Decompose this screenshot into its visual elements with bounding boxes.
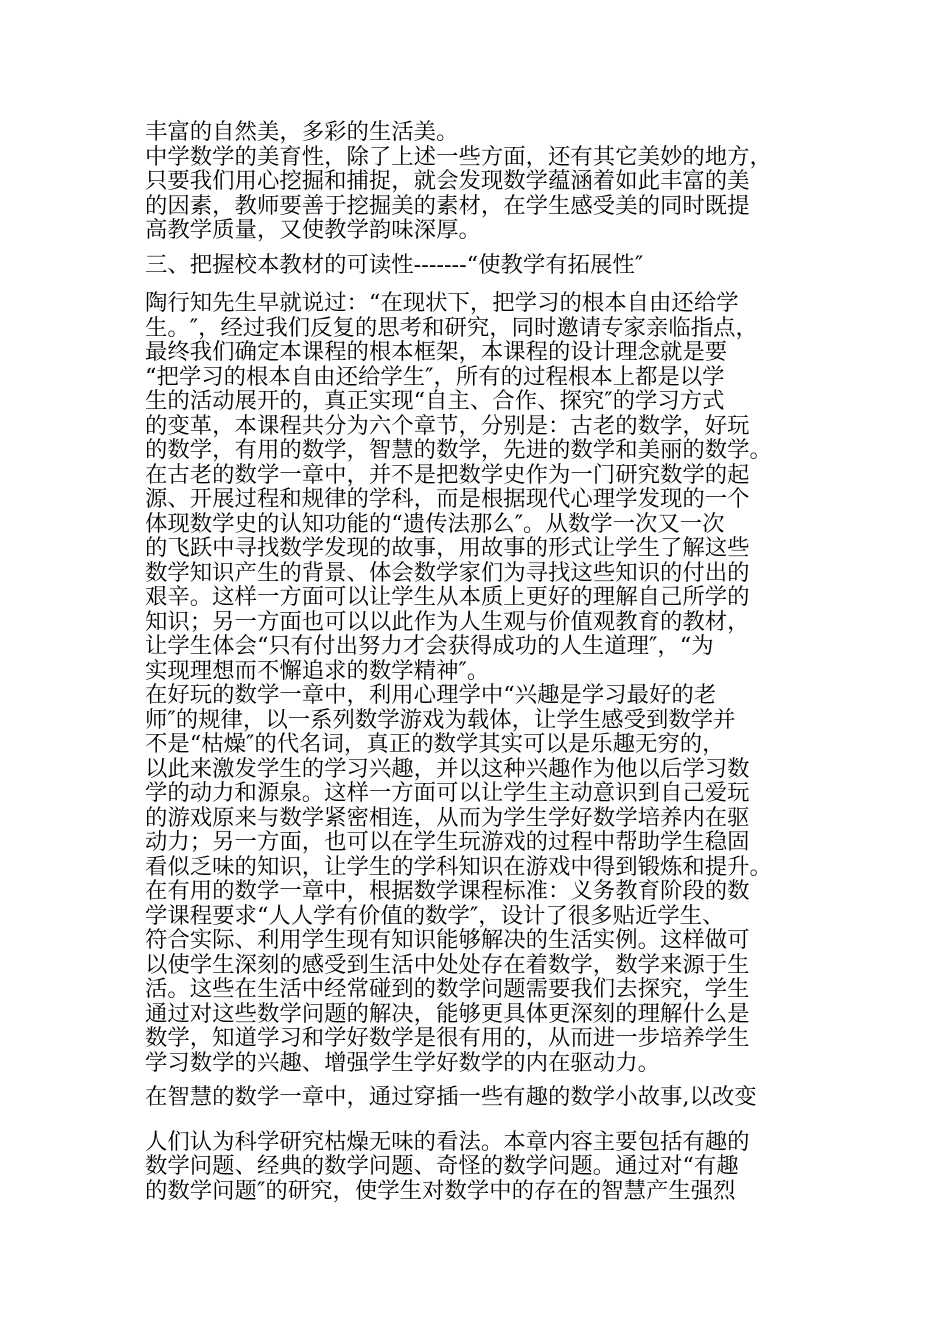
text-line: “把学习的根本自由还给学生″，所有的过程根本上都是以学 (145, 363, 725, 390)
text-line: 数学，知道学习和学好数学是很有用的，从而进一步培养学生 (145, 1025, 750, 1051)
text-line: 人们认为科学研究枯燥无味的看法。本章内容主要包括有趣的 (145, 1128, 750, 1155)
text-line: 高教学质量，又使教学韵味深厚。 (145, 217, 481, 243)
text-line: 丰富的自然美，多彩的生活美。 (145, 119, 459, 145)
text-line: 看似乏味的知识，让学生的学科知识在游戏中得到锻炼和提升。 (145, 853, 772, 880)
text-line: 艰辛。这样一方面可以让学生从本质上更好的理解自己所学的 (145, 584, 750, 610)
text-line: 学的动力和源泉。这样一方面可以让学生主动意识到自己爱玩 (145, 780, 750, 806)
text-line: 生。″，经过我们反复的思考和研究，同时邀请专家亲临指点， (145, 314, 758, 341)
text-line: 师″的规律，以一系列数学游戏为载体，让学生感受到数学并 (145, 706, 736, 733)
text-line: 的游戏原来与数学紧密相连，从而为学生学好数学培养内在驱 (145, 804, 750, 831)
text-line: 最终我们确定本课程的根本框架，本课程的设计理念就是要 (145, 339, 728, 365)
text-line: 以此来激发学生的学习兴趣，并以这种兴趣作为他以后学习数 (145, 755, 750, 782)
text-line: 在好玩的数学一章中，利用心理学中“兴趣是学习最好的老 (145, 682, 717, 708)
paragraph-wisdom-intro (145, 1085, 810, 1110)
text-line: 通过对这些数学问题的解决，能够更具体更深刻的理解什么是 (145, 1000, 750, 1027)
text-line: 中学数学的美育性，除了上述一些方面，还有其它美妙的地方， (145, 143, 772, 170)
text-line: 学课程要求“人人学有价值的数学″，设计了很多贴近学生、 (145, 902, 725, 929)
text-line: 的飞跃中寻找数学发现的故事，用故事的形式让学生了解这些 (145, 535, 750, 561)
text-line: 活。这些在生活中经常碰到的数学问题需要我们去探究，学生 (145, 976, 750, 1002)
text-line: 只要我们用心挖掘和捕捉，就会发现数学蕴涵着如此丰富的美 (145, 168, 750, 194)
paragraph-aesthetics (145, 120, 810, 243)
text-line: 的变革，本课程共分为六个章节，分别是：古老的数学，好玩 (145, 412, 750, 439)
text-line: 让学生体会“只有付出努力才会获得成功的人生道理″，“为 (145, 633, 714, 659)
text-line: 体现数学史的认知功能的“遗传法那么″。从数学一次又一次 (145, 510, 725, 537)
text-line: 知识；另一方面也可以以此作为人生观与价值观教育的教材， (145, 608, 750, 635)
text-line: 陶行知先生早就说过：“在现状下，把学习的根本自由还给学 (145, 290, 739, 316)
document-page (145, 120, 810, 1203)
text-line: 的数学问题″的研究，使学生对数学中的存在的智慧产生强烈 (145, 1177, 736, 1204)
text-line: 在有用的数学一章中，根据数学课程标准：义务教育阶段的数 (145, 878, 750, 904)
text-line: 符合实际、利用学生现有知识能够解决的生活实例。这样做可 (145, 927, 750, 953)
paragraph-course-structure (145, 291, 810, 1075)
text-line: 实现理想而不懈追求的数学精神″。 (145, 657, 490, 684)
text-line: 的因素，教师要善于挖掘美的素材，在学生感受美的同时既提 (145, 192, 750, 219)
section-heading-text: 三、把握校本教材的可读性-------“使教学有拓展性″ (145, 251, 644, 278)
text-line: 源、开展过程和规律的学科，而是根据现代心理学发现的一个 (145, 486, 750, 512)
text-line: 在智慧的数学一章中，通过穿插一些有趣的数学小故事,以改变 (145, 1084, 757, 1110)
text-line: 不是“枯燥″的代名词，真正的数学其实可以是乐趣无穷的， (145, 731, 725, 757)
text-line: 动力；另一方面，也可以在学生玩游戏的过程中帮助学生稳固 (145, 829, 750, 855)
text-line: 学习数学的兴趣、增强学生学好数学的内在驱动力。 (145, 1049, 660, 1076)
text-line: 数学问题、经典的数学问题、奇怪的数学问题。通过对“有趣 (145, 1153, 739, 1179)
text-line: 数学知识产生的背景、体会数学家们为寻找这些知识的付出的 (145, 559, 750, 586)
text-line: 在古老的数学一章中，并不是把数学史作为一门研究数学的起 (145, 461, 750, 488)
text-line: 的数学，有用的数学，智慧的数学，先进的数学和美丽的数学。 (145, 437, 772, 463)
text-line: 以使学生深刻的感受到生活中处处存在着数学，数学来源于生 (145, 951, 750, 978)
text-line: 生的活动展开的，真正实现“自主、合作、探究″的学习方式 (145, 388, 725, 414)
paragraph-wisdom-content (145, 1130, 810, 1204)
section-heading-3 (145, 253, 810, 278)
